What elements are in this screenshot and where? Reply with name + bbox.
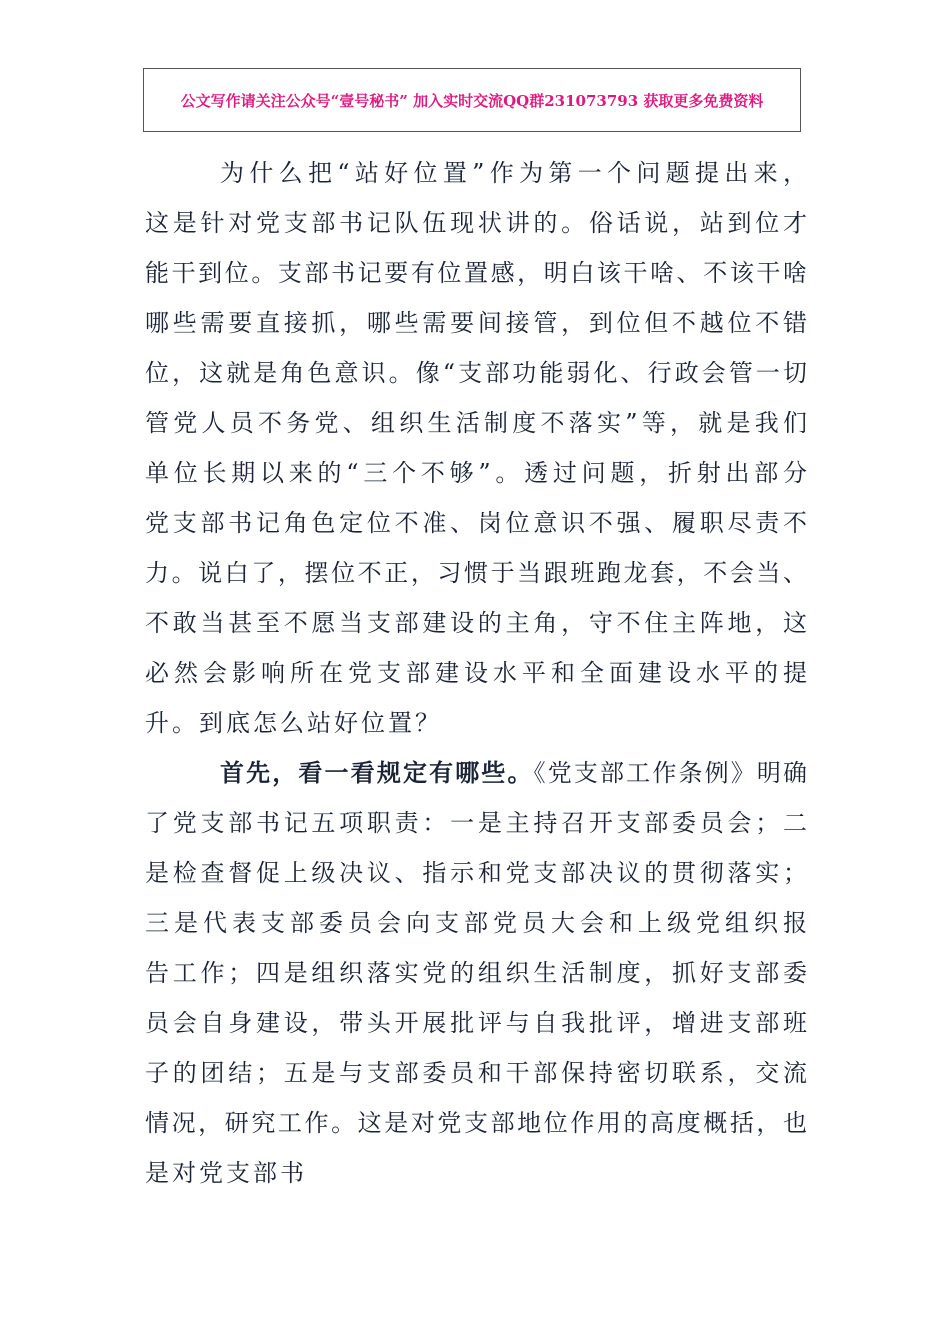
text-line: 升。到底怎么站好位置？: [145, 709, 442, 737]
text-line-lead: [145, 753, 807, 803]
promo-banner: [143, 68, 801, 132]
promo-banner-text: 公文写作请关注公众号“壹号秘书” 加入实时交流QQ群231073793 获取更多免费资料: [180, 91, 764, 110]
text-line: 这是针对党支部书记队伍现状讲的。俗话说，站到位才: [145, 209, 807, 237]
lead-text: 《党支部工作条例》明确: [533, 759, 807, 787]
text-line: 是对党支部书: [145, 1159, 307, 1187]
text-line: 子的团结；五是与支部委员和干部保持密切联系，交流: [145, 1059, 807, 1087]
text-line: 单位长期以来的“三个不够”。透过问题，折射出部分: [145, 459, 807, 487]
paragraph-1: [145, 153, 807, 753]
text-line: 必然会影响所在党支部建设水平和全面建设水平的提: [145, 659, 807, 687]
text-line: 员会自身建设，带头开展批评与自我批评，增进支部班: [145, 1009, 807, 1037]
document-body: [145, 153, 807, 1203]
text-line: 了党支部书记五项职责：一是主持召开支部委员会；二: [145, 809, 807, 837]
text-line: 情况，研究工作。这是对党支部地位作用的高度概括，也: [145, 1109, 807, 1137]
text-line: 是检查督促上级决议、指示和党支部决议的贯彻落实；: [145, 859, 807, 887]
text-line: 三是代表支部委员会向支部党员大会和上级党组织报: [145, 909, 807, 937]
paragraph-2: [145, 753, 807, 1203]
text-line: 为什么把“站好位置”作为第一个问题提出来，: [220, 159, 807, 187]
text-line: 哪些需要直接抓，哪些需要间接管，到位但不越位不错: [145, 309, 807, 337]
text-line: 党支部书记角色定位不准、岗位意识不强、履职尽责不: [145, 509, 807, 537]
text-line: 位，这就是角色意识。像“支部功能弱化、行政会管一切: [145, 359, 807, 387]
text-line: 管党人员不务党、组织生活制度不落实”等，就是我们: [145, 409, 807, 437]
text-line: 告工作；四是组织落实党的组织生活制度，抓好支部委: [145, 959, 807, 987]
text-line: 力。说白了，摆位不正，习惯于当跟班跑龙套，不会当、: [145, 559, 807, 587]
text-line: 不敢当甚至不愿当支部建设的主角，守不住主阵地，这: [145, 609, 807, 637]
text-line: 能干到位。支部书记要有位置感，明白该干啥、不该干啥: [145, 259, 807, 287]
section-heading: 首先，看一看规定有哪些。: [220, 758, 534, 787]
